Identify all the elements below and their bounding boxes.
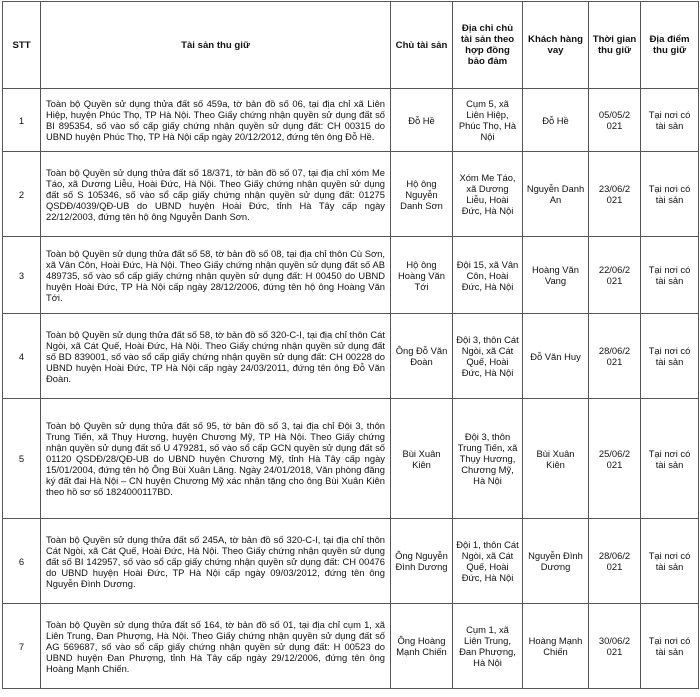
cell-address: Đội 15, xã Vân Côn, Hoài Đức, Hà Nội (453, 237, 523, 314)
cell-address: Đội 1, thôn Cát Ngòi, xã Cát Quế, Hoài Đức, Hà Nội (453, 519, 523, 604)
cell-asset: Toàn bộ Quyền sử dụng thửa đất số 95, tờ bản đồ số 3, tại địa chỉ Đội 3, thôn Trung Tiến, xã Thụy Hương, huyện Chương Mỹ, TP Hà Nội. Theo Giấy chứng nhận quyền sử dụng đất số U 479281, số vào sổ cấp GCN quyền sử dụng đất số 01120 QSDĐ/28/QĐ-UB do UBND huyện Chương Mỹ, tỉnh Hà Tây cấp ngày 15/01/2004, đứng tên hộ Ông Bùi Xuân Lăng. Ngày 24/01/2018, Văn phòng đăng ký đất đai Hà Nội – CN huyện Chương Mỹ xác nhận tặng cho ông Bùi Xuân Kiên theo hồ sơ số 1824000117BD. (41, 399, 391, 519)
cell-owner: Ông Nguyễn Đình Dương (391, 519, 453, 604)
cell-stt: 3 (3, 237, 41, 314)
header-time: Thời gian thu giữ (589, 2, 641, 89)
cell-time: 28/06/2 021 (589, 314, 641, 399)
cell-time: 25/06/2 021 (589, 399, 641, 519)
cell-borrower: Đỗ Hề (523, 89, 589, 152)
cell-asset: Toàn bộ Quyền sử dụng thửa đất số 18/371, tờ bản đồ số 07, tại địa chỉ xóm Me Táo, xã Dương Liễu, Hoài Đức, Hà Nội. Theo Giấy chứng nhận quyền sử dụng đất số S 105346, số vào sổ cấp giấy chứng nhận quyền sử dụng đất: 01275 QSDĐ/4039/QĐ-UB do UBND huyện Hoài Đức, tỉnh Hà Tây cấp ngày 22/12/2003, đứng tên hộ ông Nguyễn Danh Sơn. (41, 152, 391, 237)
cell-stt: 7 (3, 604, 41, 689)
cell-owner: Hộ ông Nguyễn Danh Sơn (391, 152, 453, 237)
table-row (3, 89, 699, 152)
cell-address: Cụm 1, xã Liên Trung, Đan Phượng, Hà Nội (453, 604, 523, 689)
cell-time: 28/06/2 021 (589, 519, 641, 604)
cell-owner: Ông Hoàng Mạnh Chiến (391, 604, 453, 689)
cell-borrower: Hoàng Mạnh Chiến (523, 604, 589, 689)
cell-time: 30/06/2 021 (589, 604, 641, 689)
cell-asset: Toàn bộ Quyền sử dụng thửa đất số 459a, tờ bản đồ số 06, tại địa chỉ xã Liên Hiệp, huyện Phúc Thọ, TP Hà Nội. Theo Giấy chứng nhận quyền sử dụng đất số BI 895354, số vào sổ cấp giấy chứng nhận quyền sử dụng đất: CH 00315 do UBND huyện Phúc Thọ, TP Hà Nội cấp ngày 20/12/2012, đứng tên ông Đỗ Hề. (41, 89, 391, 152)
seized-assets-table (2, 1, 699, 689)
header-asset: Tài sản thu giữ (41, 2, 391, 89)
cell-address: Đội 3, thôn Cát Ngòi, xã Cát Quế, Hoài Đức, Hà Nội (453, 314, 523, 399)
cell-owner: Đỗ Hề (391, 89, 453, 152)
cell-asset: Toàn bộ Quyền sử dụng thửa đất số 58, tờ bản đồ số 320-C-I, tại địa chỉ thôn Cát Ngòi, xã Cát Quế, Hoài Đức, Hà Nội. Theo Giấy chứng nhận quyền sử dụng đất số BD 839001, số vào sổ cấp giấy chứng nhận quyền sử dụng đất: CH 00228 do UBND huyện Hoài Đức, TP Hà Nội cấp ngày 24/03/2011, đứng tên ông Đỗ Văn Đoàn. (41, 314, 391, 399)
cell-borrower: Đỗ Văn Huy (523, 314, 589, 399)
cell-stt: 1 (3, 89, 41, 152)
header-place: Địa điểm thu giữ (641, 2, 699, 89)
cell-borrower: Nguyễn Danh An (523, 152, 589, 237)
cell-time: 23/06/2 021 (589, 152, 641, 237)
cell-stt: 6 (3, 519, 41, 604)
cell-stt: 5 (3, 399, 41, 519)
cell-stt: 4 (3, 314, 41, 399)
cell-place: Tại nơi có tài sản (641, 399, 699, 519)
header-owner: Chủ tài sản (391, 2, 453, 89)
cell-time: 22/06/2 021 (589, 237, 641, 314)
cell-time: 05/05/2 021 (589, 89, 641, 152)
cell-place: Tại nơi có tài sản (641, 519, 699, 604)
cell-borrower: Nguyễn Đình Dương (523, 519, 589, 604)
cell-place: Tại nơi có tài sản (641, 237, 699, 314)
cell-owner: Ông Đỗ Văn Đoàn (391, 314, 453, 399)
table-row (3, 237, 699, 314)
header-address: Địa chỉ chủ tài sản theo hợp đồng bảo đảm (453, 2, 523, 89)
cell-owner: Hộ ông Hoàng Văn Tới (391, 237, 453, 314)
table-row (3, 604, 699, 689)
cell-borrower: Hoàng Văn Vang (523, 237, 589, 314)
cell-place: Tại nơi có tài sản (641, 152, 699, 237)
cell-address: Xóm Me Táo, xã Dương Liễu, Hoài Đức, Hà Nội (453, 152, 523, 237)
cell-place: Tại nơi có tài sản (641, 89, 699, 152)
cell-asset: Toàn bộ Quyền sử dụng thửa đất số 58, tờ bản đồ số 08, tại địa chỉ thôn Cù Sơn, xã Vân Côn, Hoài Đức, Hà Nội. Theo Giấy chứng nhận quyền sử dụng đất số AB 489735, số vào sổ cấp giấy chứng nhận quyền sử dụng đất: H 00450 do UBND huyện Hoài Đức, TP Hà Nội cấp ngày 28/12/2006, đứng tên hộ ông Hoàng Văn Tới. (41, 237, 391, 314)
table-row (3, 399, 699, 519)
table-row (3, 519, 699, 604)
cell-place: Tại nơi có tài sản (641, 314, 699, 399)
cell-address: Đội 3, thôn Trung Tiến, xã Thụy Hương, Chương Mỹ, Hà Nội (453, 399, 523, 519)
cell-asset: Toàn bộ Quyền sử dụng thửa đất số 164, tờ bản đồ số 01, tại địa chỉ cụm 1, xã Liên Trung, Đan Phượng, Hà Nội. Theo Giấy chứng nhận quyền sử dụng đất số AG 569687, số vào sổ cấp giấy chứng nhận quyền sử dụng đất: H 00523 do UBND huyện Đan Phượng, tỉnh Hà Tây cấp ngày 29/12/2006, đứng tên ông Hoàng Mạnh Chiến. (41, 604, 391, 689)
cell-borrower: Bùi Xuân Kiên (523, 399, 589, 519)
cell-place: Tại nơi có tài sản (641, 604, 699, 689)
cell-asset: Toàn bộ Quyền sử dụng thửa đất số 245A, tờ bản đồ số 320-C-I, tại địa chỉ thôn Cát Ngòi, xã Cát Quế, Hoài Đức, Hà Nội. Theo Giấy chứng nhận quyền sử dụng đất số BI 142957, số vào sổ cấp giấy chứng nhận quyền sử dụng đất: CH 00476 do UBND huyện Hoài Đức, TP Hà Nội cấp ngày 09/03/2012, đứng tên ông Nguyễn Đình Dương. (41, 519, 391, 604)
table-row (3, 314, 699, 399)
header-stt: STT (3, 2, 41, 89)
cell-address: Cụm 5, xã Liên Hiệp, Phúc Thọ, Hà Nội (453, 89, 523, 152)
cell-owner: Bùi Xuân Kiên (391, 399, 453, 519)
table-row (3, 152, 699, 237)
header-borrower: Khách hàng vay (523, 2, 589, 89)
cell-stt: 2 (3, 152, 41, 237)
table-header-row (3, 2, 699, 89)
